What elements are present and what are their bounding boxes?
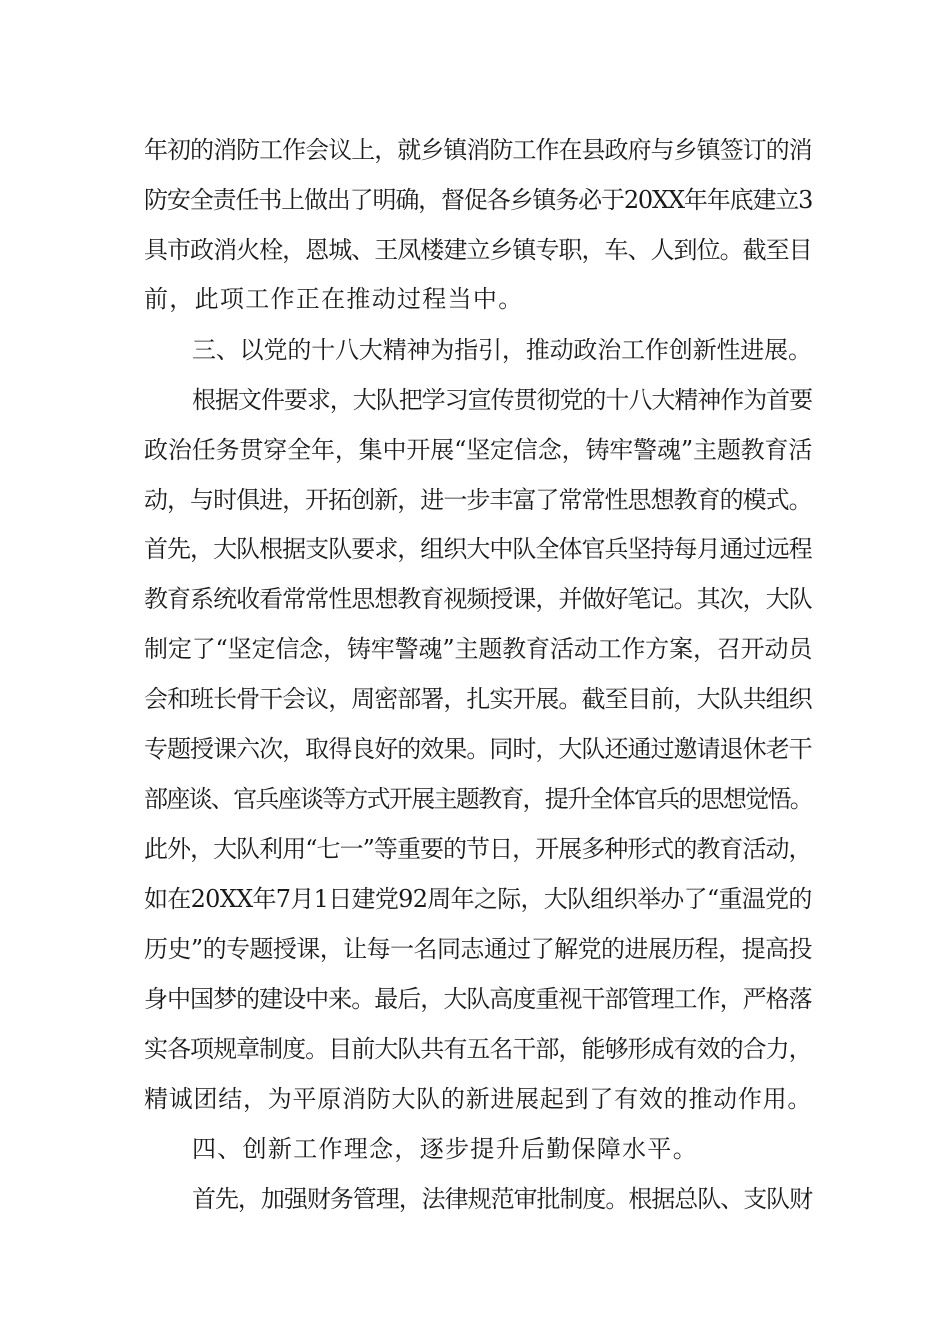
text-line: 会和班长骨干会议，周密部署，扎实开展。截至目前，大队共组织 (144, 685, 812, 713)
text-line: 具市政消火栓，恩城、王凤楼建立乡镇专职，车、人到位。截至目 (144, 236, 812, 264)
section-heading: 四、创新工作理念，逐步提升后勤保障水平。 (192, 1135, 698, 1163)
text-line: 实各项规章制度。目前大队共有五名干部，能够形成有效的合力， (144, 1035, 812, 1063)
text-line: 教育系统收看常常性思想教育视频授课，并做好笔记。其次，大队 (144, 585, 812, 613)
text-line: 专题授课六次，取得良好的效果。同时，大队还通过邀请退休老干 (144, 735, 812, 763)
section-heading: 三、以党的十八大精神为指引，推动政治工作创新性进展。 (192, 336, 812, 364)
text-line: 年初的消防工作会议上，就乡镇消防工作在县政府与乡镇签订的消 (144, 136, 812, 164)
text-line: 防安全责任书上做出了明确，督促各乡镇务必于20XX年年底建立3 (144, 186, 813, 214)
text-line: 首先，加强财务管理，法律规范审批制度。根据总队、支队财 (192, 1185, 813, 1213)
text-line: 根据文件要求，大队把学习宣传贯彻党的十八大精神作为首要 (192, 386, 813, 414)
text-line: 政治任务贯穿全年，集中开展“坚定信念，铸牢警魂”主题教育活 (144, 436, 813, 464)
text-line: 动，与时俱进，开拓创新，进一步丰富了常常性思想教育的模式。 (144, 486, 812, 514)
text-line: 首先，大队根据支队要求，组织大中队全体官兵坚持每月通过远程 (144, 535, 812, 563)
text-line: 身中国梦的建设中来。最后，大队高度重视干部管理工作，严格落 (144, 985, 812, 1013)
text-line: 如在20XX年7月1日建党92周年之际，大队组织举办了“重温党的 (144, 885, 812, 913)
text-line: 精诚团结，为平原消防大队的新进展起到了有效的推动作用。 (144, 1085, 813, 1113)
text-line: 制定了“坚定信念，铸牢警魂”主题教育活动工作方案，召开动员 (144, 635, 813, 663)
text-line: 历史”的专题授课，让每一名同志通过了解党的进展历程，提高投 (144, 935, 812, 963)
text-line: 此外，大队利用“七一”等重要的节日，开展多种形式的教育活动， (144, 835, 812, 863)
text-line: 前，此项工作正在推动过程当中。 (144, 285, 524, 313)
text-line: 部座谈、官兵座谈等方式开展主题教育，提升全体官兵的思想觉悟。 (144, 785, 812, 813)
